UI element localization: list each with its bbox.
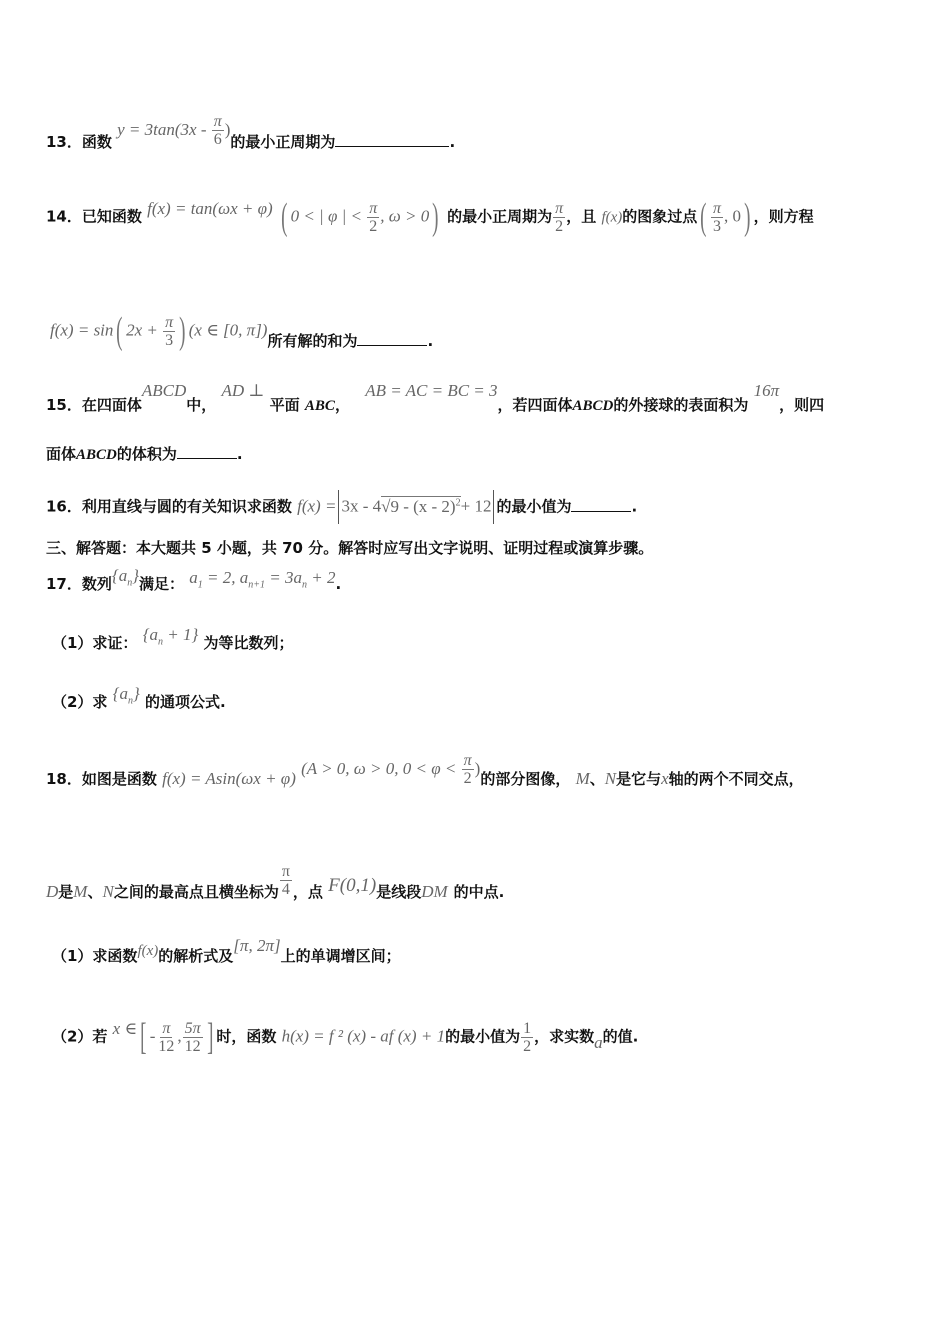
q18-p2-t: 时，函数 — [216, 1027, 277, 1046]
q18-t8: 是线段 — [376, 883, 422, 901]
q18-p1-label: （1）求函数 — [52, 947, 138, 965]
q15-t8: 面体 — [46, 445, 77, 463]
q15-end: . — [236, 445, 243, 463]
q17-end: . — [335, 575, 342, 593]
q16-expr-a: 3x - 4 — [341, 496, 382, 516]
q15-t1: 在四面体 — [81, 396, 142, 414]
q15-abcd3: ABCD — [76, 447, 117, 463]
q18-t9: 的中点. — [453, 883, 505, 901]
q14-cond-frac — [367, 200, 379, 235]
q18-t7: ，点 — [292, 883, 323, 901]
q15-eq: AB = AC = BC = 3 — [365, 381, 498, 400]
q18-sep: 、 — [589, 770, 605, 788]
q18-p2-b-den: 12 — [184, 1037, 201, 1055]
q14-line2 — [50, 312, 433, 350]
q17-p2-a: a — [119, 684, 128, 703]
q14-pt-paren-close: ) — [744, 196, 751, 238]
q17-t2: 满足： — [139, 575, 185, 593]
q14-eq-frac-num: π — [165, 313, 174, 331]
q15-ad: AD ⊥ — [221, 381, 265, 400]
q14-cond-frac-den: 2 — [369, 217, 378, 235]
q14-period-num: π — [555, 199, 564, 217]
q16-number: 16． — [46, 497, 82, 516]
q16-lead: 利用直线与圆的有关知识求函数 — [81, 497, 292, 516]
q16-tail: 的最小值为 — [496, 497, 572, 516]
q17-t1: 数列 — [81, 575, 112, 593]
q18-p1-interval: [π, 2π] — [233, 936, 281, 955]
q13-frac-num: π — [213, 113, 222, 130]
q18-p2-label: （2）若 — [52, 1027, 108, 1046]
q15-t2: 中， — [186, 396, 217, 414]
q14-period-den: 2 — [555, 217, 564, 235]
q18-cond-post: ) — [474, 759, 481, 778]
q14-text-c: 的图象过点 — [622, 207, 698, 226]
q17-cond-text3: + 2 — [311, 568, 336, 587]
q17-p2-sub: n — [127, 695, 133, 707]
q18-p2-minus: - — [149, 1026, 156, 1046]
q16-sqrt: √9 - (x - 2)$^2$ — [381, 496, 461, 516]
q14-eq-frac-den: 3 — [165, 331, 174, 349]
q18-p1-fx: f(x) — [137, 943, 159, 959]
q18-p2-x: x ∈ — [112, 1018, 138, 1038]
q17-part2 — [52, 684, 226, 719]
q18-x-den: 4 — [281, 881, 290, 898]
q14-period-frac — [553, 200, 565, 235]
q15-t5: ，若四面体 — [497, 396, 573, 414]
q16-abs-right — [493, 490, 494, 524]
q14-pt-paren-open: ( — [700, 196, 707, 238]
q18-p2-frac-a — [156, 1020, 176, 1055]
q15-t6: 的外接球的表面积为 — [613, 396, 749, 414]
q14-text-d: ，则方程 — [753, 207, 814, 226]
q14-pt-num: π — [712, 199, 721, 217]
q18-x: x — [661, 769, 669, 788]
q18-p1-tail: 上的单调增区间； — [280, 947, 401, 965]
q13-line — [46, 113, 456, 160]
q13-end: . — [449, 133, 456, 151]
q14-eq-domain: (x ∈ [0, π]) — [188, 320, 268, 340]
q16-sqrt-body: 9 - (x - 2) — [390, 496, 456, 516]
q14-lead: 已知函数 — [81, 207, 142, 226]
q18-m2: M — [73, 882, 88, 901]
q17-seq: $\{a_n\}$ — [111, 566, 140, 589]
q18-fpt: F(0,1) — [328, 875, 377, 896]
q18-p2-frac-b — [183, 1020, 203, 1055]
q14-tail: 所有解的和为 — [267, 331, 358, 350]
q13-formula: y = 3tan(3x - — [117, 120, 211, 139]
q17-p2-tail: 的通项公式. — [145, 693, 226, 711]
q14-text-b: ，且 — [566, 207, 597, 226]
q18-p2-a-num: π — [162, 1019, 171, 1037]
q17-subn1: n+1 — [248, 579, 265, 591]
q16-abs-left — [338, 490, 339, 524]
q17-cond — [189, 568, 336, 591]
q18-p2-a-den: 12 — [158, 1037, 175, 1055]
q14-answer-blank[interactable] — [357, 331, 427, 346]
q18-n2: N — [102, 882, 114, 901]
q18-p2-t3: ，求实数 — [534, 1027, 595, 1046]
q14-eq-paren-close: ) — [179, 310, 186, 352]
q15-line2 — [46, 444, 243, 465]
q14-text-a: 的最小正周期为 — [447, 207, 553, 226]
q16-answer-blank[interactable] — [571, 497, 631, 512]
q14-cond-post: , ω > 0 — [380, 206, 430, 226]
q18-p2-min-num: 1 — [523, 1019, 532, 1037]
q15-number: 15． — [46, 396, 82, 414]
q15-abcd2: ABCD — [572, 398, 614, 414]
q18-t2: 的部分图像， — [480, 770, 571, 788]
q15-t4: ， — [334, 396, 350, 414]
q14-paren-open: ( — [281, 196, 288, 238]
q17-part1 — [52, 625, 294, 660]
q14-eq-inner: 2x + — [126, 320, 163, 340]
q17-cond-text: = 2, a — [207, 568, 249, 587]
q13-frac-den: 6 — [213, 131, 222, 148]
q18-p2-min-den: 2 — [523, 1037, 532, 1055]
q17-p1-tail: 为等比数列； — [203, 634, 294, 652]
q16-end: . — [631, 497, 638, 516]
q18-cond-num: π — [463, 752, 472, 769]
q14-eq-paren-open: ( — [116, 310, 123, 352]
q17-seq-sub: n — [127, 577, 133, 589]
q14-paren-close: ) — [432, 196, 439, 238]
q13-formula-close: ) — [224, 120, 231, 139]
q16-expr-b: + 12 — [460, 496, 492, 516]
q14-eq: f(x) = sin — [50, 320, 114, 340]
q14-cond: 0 < | φ | < — [290, 206, 367, 226]
q14-eq-frac — [163, 314, 175, 349]
q18-part2 — [52, 1018, 638, 1056]
q18-dm: DM — [421, 882, 448, 901]
q15-t3: 平面 — [269, 396, 300, 414]
q18-t5: 是 — [58, 883, 74, 901]
q17-line — [46, 566, 342, 601]
q13-tail: 的最小正周期为 — [230, 133, 336, 151]
q18-p2-tail: 的值. — [602, 1027, 639, 1046]
q15-line1 — [46, 381, 825, 416]
q15-abc: ABC — [304, 398, 335, 414]
q18-p1-t: 的解析式及 — [158, 947, 234, 965]
q18-p2-bracket-close: ] — [206, 1016, 214, 1058]
q13-lead: 函数 — [81, 133, 112, 151]
q17-cond-text2: = 3a — [269, 568, 302, 587]
q18-p2-t2: 的最小值为 — [445, 1027, 521, 1046]
q17-p2-seq: $\{a_n\}$ — [112, 684, 140, 707]
q14-fx: f(x) — [601, 209, 623, 226]
q14-pt-post: , 0 — [723, 206, 741, 226]
q16-func: f(x) = — [297, 496, 337, 516]
q18-t6: 之间的最高点且横坐标为 — [113, 883, 279, 901]
q17-p1-seq: $\{a_n + 1\}$ — [142, 625, 199, 648]
q14-end: . — [427, 331, 434, 350]
q18-cond-den: 2 — [463, 770, 472, 787]
q18-cond-frac — [462, 752, 474, 787]
q15-t9: 的体积为 — [116, 445, 177, 463]
q18-p2-min-frac — [521, 1020, 533, 1055]
q15-answer-blank[interactable] — [177, 444, 237, 459]
q18-p2-b-num: 5π — [184, 1019, 201, 1037]
q13-answer-blank[interactable] — [335, 132, 449, 147]
q16-sqrt-sq: 2 — [455, 496, 461, 508]
q18-n: N — [604, 769, 617, 788]
q18-p1-int: π, 2π — [239, 936, 274, 955]
q18-cond: (A > 0, ω > 0, 0 < φ < — [301, 759, 461, 778]
q17-seq-a: a — [118, 566, 128, 585]
q17-number: 17． — [46, 575, 82, 593]
q18-p2-a: a — [594, 1032, 603, 1052]
q18-sep2: 、 — [87, 883, 103, 901]
q18-d: D — [46, 882, 59, 901]
q17-subn: n — [301, 579, 307, 591]
q17-p1-plus: + 1 — [167, 625, 192, 644]
q17-p2-label: （2）求 — [52, 693, 108, 711]
q17-p1-sub: n — [158, 636, 163, 648]
section3-heading: 三、解答题：本大题共 5 小题，共 70 分。解答时应写出文字说明、证明过程或演算步骤。 — [46, 539, 654, 557]
q17-cond-a1: a — [189, 568, 198, 587]
q17-p1-a: a — [149, 625, 158, 644]
q13-number: 13． — [46, 133, 82, 151]
q15-area: 16π — [753, 381, 780, 400]
q18-number: 18． — [46, 770, 82, 788]
q14-pt-den: 3 — [712, 217, 721, 235]
q16-line — [46, 490, 637, 524]
q14-pt-frac — [711, 200, 723, 235]
q18-x-frac — [280, 863, 292, 898]
q14-func: f(x) = tan(ωx + φ) — [147, 198, 273, 218]
q18-line1 — [46, 752, 804, 797]
q18-t3: 是它与 — [616, 770, 662, 788]
q18-m: M — [575, 769, 590, 788]
q13-frac — [212, 113, 224, 148]
q18-t4: 轴的两个不同交点， — [668, 770, 804, 788]
q18-x-num: π — [281, 863, 290, 880]
q18-p2-h: h(x) = f ² (x) - af (x) + 1 — [281, 1026, 446, 1046]
q14-line1 — [46, 198, 814, 236]
q17-sub1: 1 — [197, 579, 203, 591]
q15-t7: ，则四 — [779, 396, 825, 414]
q18-func: f(x) = Asin(ωx + φ) — [162, 769, 296, 788]
q18-p2-bracket-open: [ — [140, 1016, 147, 1058]
q17-p1-label: （1）求证： — [52, 634, 138, 652]
q18-part1 — [52, 936, 401, 967]
q14-cond-frac-num: π — [369, 199, 378, 217]
q18-line2 — [46, 863, 505, 910]
q18-t1: 如图是函数 — [81, 770, 157, 788]
q14-number: 14． — [46, 207, 82, 226]
q15-abcd: ABCD — [141, 381, 187, 400]
q18-p2-comma: , — [177, 1026, 182, 1046]
